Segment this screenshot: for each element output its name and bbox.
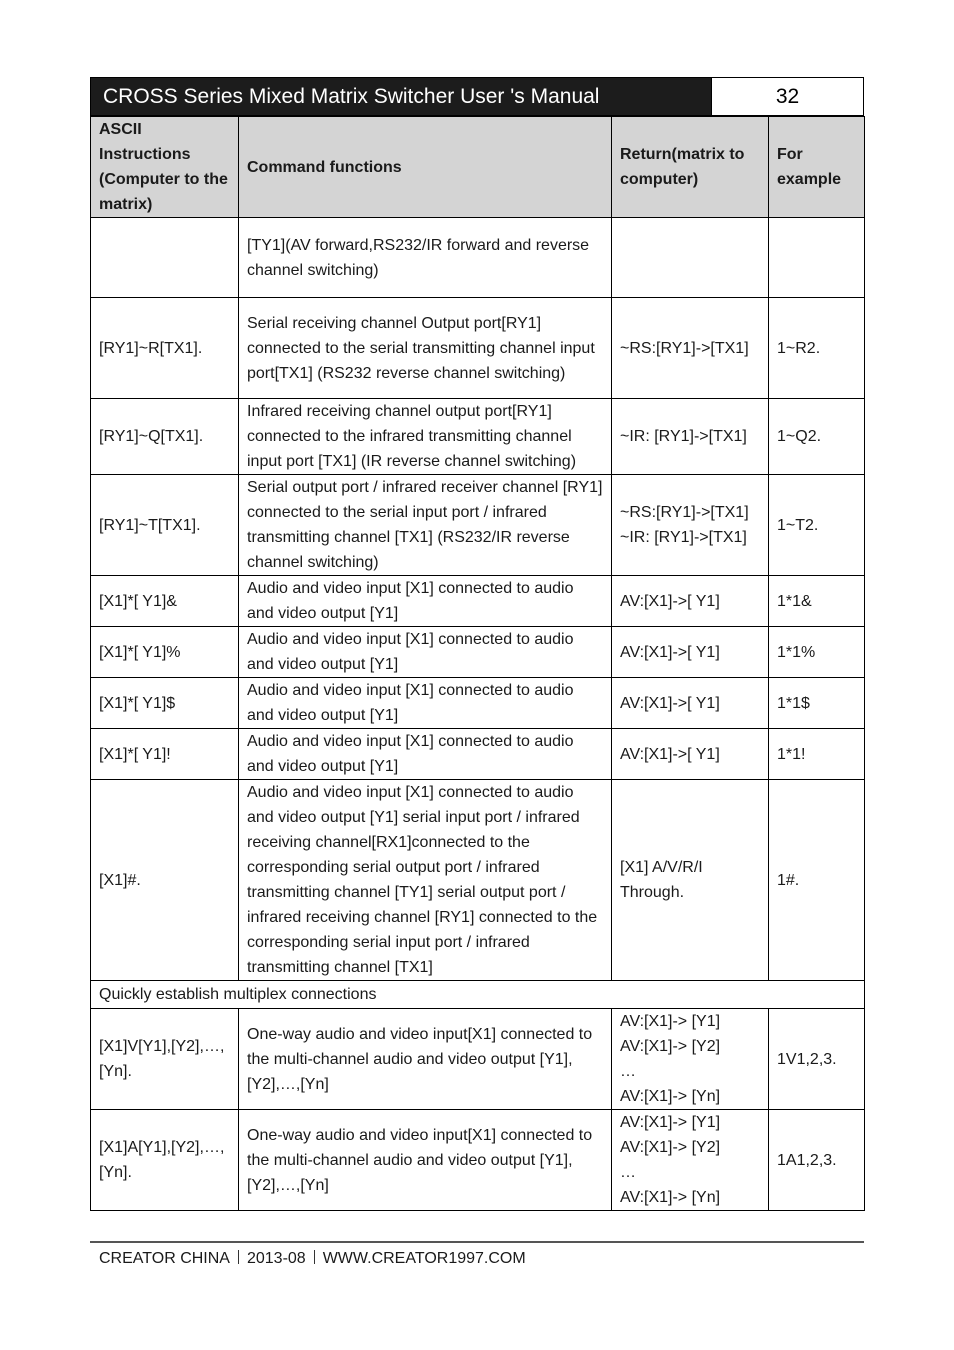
ascii-cell: [X1]*[ Y1]& <box>91 576 239 627</box>
return-cell: ~RS:[RY1]->[TX1] ~IR: [RY1]->[TX1] <box>612 475 769 576</box>
command-table <box>90 116 865 1211</box>
table-row <box>91 729 865 780</box>
ascii-cell: [X1]A[Y1],[Y2],…,[Yn]. <box>91 1110 239 1211</box>
table-header-row <box>91 117 865 218</box>
table-row <box>91 627 865 678</box>
ascii-cell: [X1]#. <box>91 780 239 981</box>
example-cell <box>769 218 865 298</box>
example-cell: 1*1& <box>769 576 865 627</box>
function-cell: Audio and video input [X1] connected to audio and video output [Y1] <box>239 627 612 678</box>
example-cell: 1*1% <box>769 627 865 678</box>
manual-title: CROSS Series Mixed Matrix Switcher User 's Manual <box>91 78 711 115</box>
table-row <box>91 780 865 981</box>
example-cell: 1V1,2,3. <box>769 1009 865 1110</box>
function-cell: One-way audio and video input[X1] connected to the multi-channel audio and video output [Y1],[Y2],…,[Yn] <box>239 1110 612 1211</box>
ascii-cell: [X1]*[ Y1]% <box>91 627 239 678</box>
example-cell: 1#. <box>769 780 865 981</box>
return-cell: AV:[X1]->[ Y1] <box>612 729 769 780</box>
function-cell: Audio and video input [X1] connected to audio and video output [Y1] <box>239 576 612 627</box>
example-cell: 1*1$ <box>769 678 865 729</box>
section-row <box>91 981 865 1009</box>
ascii-cell: [RY1]~T[TX1]. <box>91 475 239 576</box>
example-cell: 1~Q2. <box>769 399 865 475</box>
ascii-cell: [RY1]~Q[TX1]. <box>91 399 239 475</box>
function-cell: [TY1](AV forward,RS232/IR forward and reverse channel switching) <box>239 218 612 298</box>
ascii-cell: [X1]*[ Y1]! <box>91 729 239 780</box>
function-cell: Serial receiving channel Output port[RY1] connected to the serial transmitting channel input port[TX1] (RS232 reverse channel switching) <box>239 298 612 399</box>
table-row <box>91 1110 865 1211</box>
section-label: Quickly establish multiplex connections <box>91 981 865 1009</box>
return-cell: AV:[X1]-> [Y1] AV:[X1]-> [Y2] … AV:[X1]-> [Yn] <box>612 1110 769 1211</box>
function-cell: Infrared receiving channel output port[RY1] connected to the infrared transmitting channel input port [TX1] (IR reverse channel switching) <box>239 399 612 475</box>
page-number: 32 <box>711 78 863 115</box>
return-cell: AV:[X1]->[ Y1] <box>612 627 769 678</box>
function-cell: One-way audio and video input[X1] connected to the multi-channel audio and video output [Y1],[Y2],…,[Yn] <box>239 1009 612 1110</box>
return-cell: AV:[X1]-> [Y1] AV:[X1]-> [Y2] … AV:[X1]-> [Yn] <box>612 1009 769 1110</box>
column-header-example: For example <box>769 117 865 218</box>
table-row <box>91 218 865 298</box>
return-cell: ~RS:[RY1]->[TX1] <box>612 298 769 399</box>
page-header <box>90 77 864 116</box>
table-row <box>91 576 865 627</box>
column-header-return: Return(matrix to computer) <box>612 117 769 218</box>
function-cell: Audio and video input [X1] connected to audio and video output [Y1] <box>239 678 612 729</box>
ascii-cell <box>91 218 239 298</box>
footer-separator <box>238 1250 239 1264</box>
ascii-cell: [X1]V[Y1],[Y2],…,[Yn]. <box>91 1009 239 1110</box>
column-header-ascii: ASCII Instructions (Computer to the matrix) <box>91 117 239 218</box>
column-header-function: Command functions <box>239 117 612 218</box>
function-cell: Audio and video input [X1] connected to audio and video output [Y1] serial input port / infrared receiving channel[RX1]connected to the corresponding serial output port / infrared transmitting channel [TY1] serial output port / infrared receiving channel [RY1] connected to the corresponding serial input port / infrared transmitting channel [TX1] <box>239 780 612 981</box>
table-row <box>91 1009 865 1110</box>
table-row <box>91 298 865 399</box>
return-cell: ~IR: [RY1]->[TX1] <box>612 399 769 475</box>
return-cell: AV:[X1]->[ Y1] <box>612 678 769 729</box>
footer-website: WWW.CREATOR1997.COM <box>322 1250 526 1267</box>
example-cell: 1~T2. <box>769 475 865 576</box>
ascii-cell: [X1]*[ Y1]$ <box>91 678 239 729</box>
function-cell: Serial output port / infrared receiver channel [RY1] connected to the serial input port / infrared transmitting channel [TX1] (RS232/IR reverse channel switching) <box>239 475 612 576</box>
table-row <box>91 475 865 576</box>
example-cell: 1~R2. <box>769 298 865 399</box>
table-row <box>91 399 865 475</box>
table-row <box>91 678 865 729</box>
ascii-cell: [RY1]~R[TX1]. <box>91 298 239 399</box>
return-cell <box>612 218 769 298</box>
footer-divider <box>90 1241 864 1243</box>
footer-date: 2013-08 <box>246 1250 306 1267</box>
footer-separator <box>314 1250 315 1264</box>
footer-company: CREATOR CHINA <box>99 1250 230 1267</box>
return-cell: AV:[X1]->[ Y1] <box>612 576 769 627</box>
return-cell: [X1] A/V/R/I Through. <box>612 780 769 981</box>
function-cell: Audio and video input [X1] connected to audio and video output [Y1] <box>239 729 612 780</box>
example-cell: 1A1,2,3. <box>769 1110 865 1211</box>
page-footer <box>99 1250 526 1268</box>
example-cell: 1*1! <box>769 729 865 780</box>
